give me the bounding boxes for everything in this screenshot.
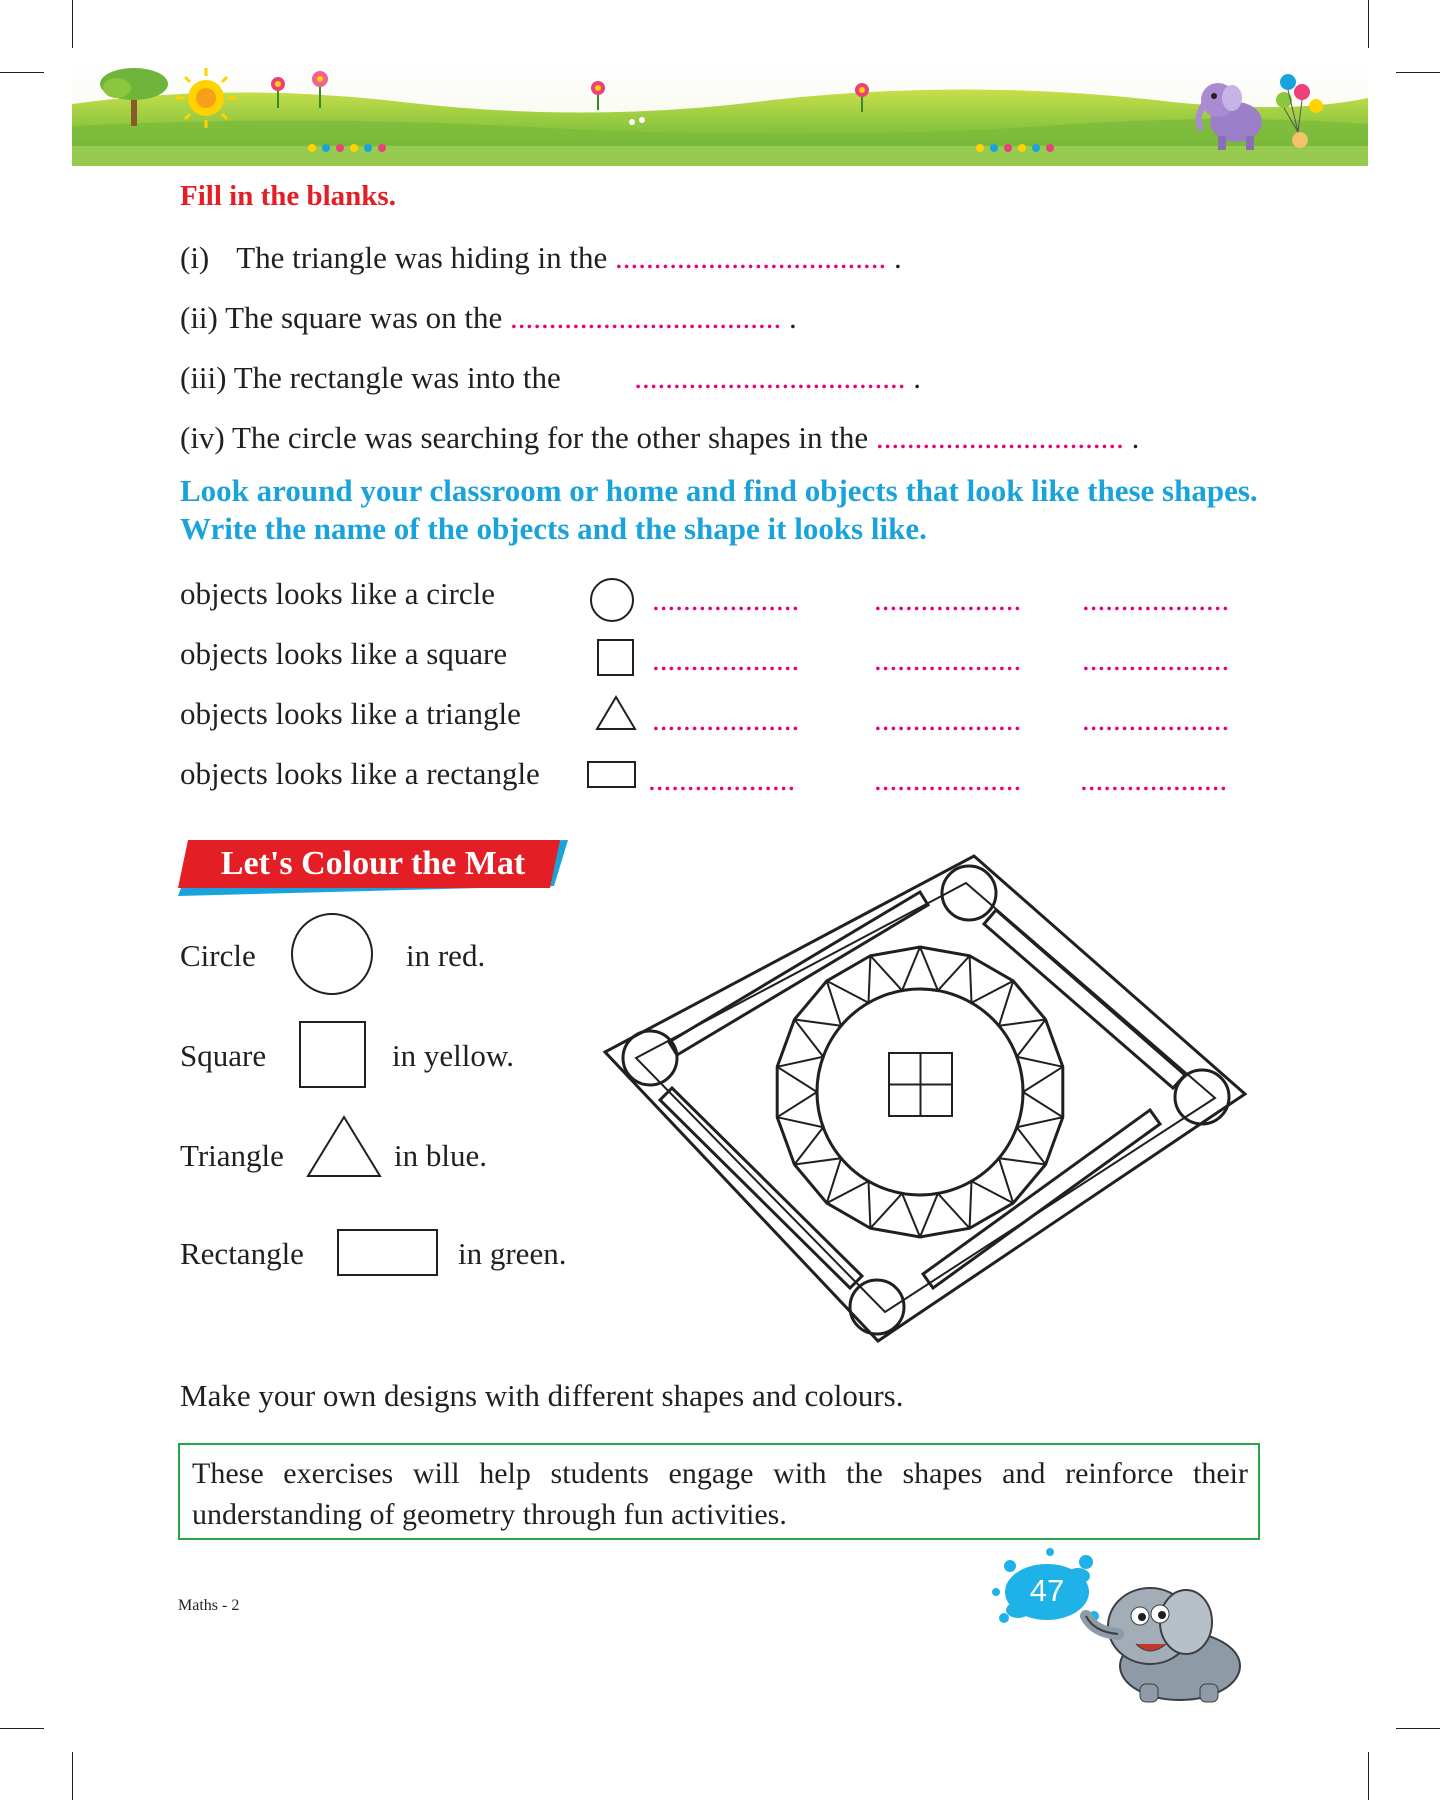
footer-subject: Maths - 2: [178, 1597, 240, 1614]
crop-mark: [72, 0, 73, 48]
object-blank[interactable]: ...................: [874, 642, 1022, 677]
mat-corner-circle: [942, 866, 996, 920]
triangle-icon: [304, 1114, 384, 1180]
crop-mark: [1368, 0, 1369, 48]
triangle-icon: [594, 694, 638, 732]
answer-blank[interactable]: ...................................: [510, 300, 782, 335]
legend-square-label: Square: [180, 1038, 267, 1073]
mat-ring-triangle: [1023, 1067, 1063, 1117]
rectangle-icon: [586, 760, 638, 790]
mat-corner-circle: [850, 1280, 904, 1334]
object-blank[interactable]: ...................: [648, 762, 796, 797]
circle-icon: [588, 578, 636, 622]
object-row-label: objects looks like a square: [180, 636, 508, 671]
crop-mark: [72, 1752, 73, 1800]
crop-mark: [0, 72, 44, 73]
answer-blank[interactable]: ...................................: [615, 240, 887, 275]
mat-ring-triangle: [999, 1158, 1046, 1203]
object-blank[interactable]: ...................: [1082, 582, 1230, 617]
mat-ring-triangle: [1017, 1020, 1063, 1067]
mat-side-rectangle: [984, 910, 1185, 1088]
item-end: .: [913, 360, 922, 395]
mat-corner-circle: [623, 1031, 677, 1085]
item-end: .: [1131, 420, 1140, 455]
look-around-heading: Look around your classroom or home and find objects that look like these shapes. Write the name of the objects and the shape it looks like.: [180, 473, 1258, 546]
object-blank[interactable]: ...................: [1080, 762, 1228, 797]
item-end: .: [789, 300, 797, 335]
object-blank[interactable]: ...................: [874, 582, 1022, 617]
legend-triangle-instruction: in blue.: [394, 1138, 487, 1173]
mat-ring-triangle: [794, 1158, 841, 1203]
fill-blank-item-4: [180, 422, 1139, 453]
object-blank[interactable]: ...................: [652, 642, 800, 677]
item-end: .: [894, 240, 902, 275]
fill-blanks-heading: Fill in the blanks.: [180, 180, 396, 212]
mat-ring-triangle: [777, 1117, 823, 1164]
elephant-icon: [1086, 1588, 1240, 1702]
mat-ring-triangle: [970, 1181, 1014, 1228]
object-blank[interactable]: ...................: [874, 702, 1022, 737]
design-prompt: Make your own designs with different shapes and colours.: [180, 1378, 904, 1413]
rectangle-icon: [336, 1228, 440, 1278]
meadow-illustration: [72, 62, 1368, 166]
legend-square-instruction: in yellow.: [392, 1038, 514, 1073]
item-number: (iii): [180, 360, 227, 395]
page-number: 47: [1029, 1573, 1065, 1608]
item-number: (ii): [180, 300, 218, 335]
item-text: The square was on the: [225, 300, 503, 335]
mat-ring-triangle: [870, 947, 920, 991]
mat-side-rectangle: [923, 1110, 1160, 1288]
object-row-label: objects looks like a triangle: [180, 696, 521, 731]
legend-triangle-label: Triangle: [180, 1138, 284, 1173]
item-number: (iv): [180, 420, 225, 455]
mat-side-rectangle: [669, 892, 928, 1055]
item-text: The circle was searching for the other shapes in the: [231, 420, 869, 455]
item-text: The rectangle was into the: [233, 360, 561, 395]
colour-mat-title: Let's Colour the Mat: [220, 845, 526, 882]
object-blank[interactable]: ...................: [874, 762, 1022, 797]
object-blank[interactable]: ...................: [652, 702, 800, 737]
object-row-label: objects looks like a circle: [180, 576, 496, 611]
page-number-badge: [990, 1546, 1270, 1706]
crop-mark: [1396, 1728, 1440, 1729]
mat-ring-triangle: [870, 1193, 920, 1237]
mat-ring-triangle: [970, 956, 1014, 1003]
fill-blank-item-2: [180, 302, 797, 333]
mat-ring-triangle: [920, 1193, 970, 1237]
legend-circle-label: Circle: [180, 938, 256, 973]
legend-rectangle-label: Rectangle: [180, 1236, 304, 1271]
circle-icon: [290, 912, 374, 996]
tree-trunk: [131, 96, 137, 126]
mat-ring-triangle: [999, 981, 1046, 1026]
answer-blank[interactable]: ...................................: [634, 360, 906, 395]
note-text: These exercises will help students engage with the shapes and reinforce their understanding of geometry through fun activities.: [192, 1457, 1248, 1531]
square-icon: [596, 638, 636, 678]
fill-blank-item-1: [180, 242, 902, 273]
colour-mat-ribbon: [178, 840, 568, 896]
object-blank[interactable]: ...................: [652, 582, 800, 617]
item-number: (i): [180, 240, 210, 275]
answer-blank[interactable]: ................................: [875, 420, 1124, 455]
object-blank[interactable]: ...................: [1082, 642, 1230, 677]
colouring-mat: [600, 848, 1250, 1348]
mat-ring-triangle: [777, 1067, 817, 1117]
mat-ring-triangle: [1017, 1117, 1063, 1164]
note-box: [178, 1443, 1260, 1540]
object-blank[interactable]: ...................: [1082, 702, 1230, 737]
crop-mark: [1368, 1752, 1369, 1800]
header-banner: [72, 62, 1368, 166]
mat-ring-triangle: [920, 947, 970, 991]
crop-mark: [0, 1728, 44, 1729]
crop-mark: [1396, 72, 1440, 73]
item-text: The triangle was hiding in the: [236, 240, 608, 275]
square-icon: [298, 1020, 368, 1090]
legend-rectangle-instruction: in green.: [458, 1236, 567, 1271]
mat-outer-border: [605, 856, 1245, 1341]
object-row-label: objects looks like a rectangle: [180, 756, 540, 791]
legend-circle-instruction: in red.: [406, 938, 486, 973]
mat-ring-triangle: [794, 981, 841, 1026]
mat-corner-circle: [1175, 1070, 1229, 1124]
mat-ring-triangle: [777, 1020, 823, 1067]
fill-blank-item-3: [180, 362, 921, 393]
mat-ring-triangle: [827, 1181, 871, 1228]
